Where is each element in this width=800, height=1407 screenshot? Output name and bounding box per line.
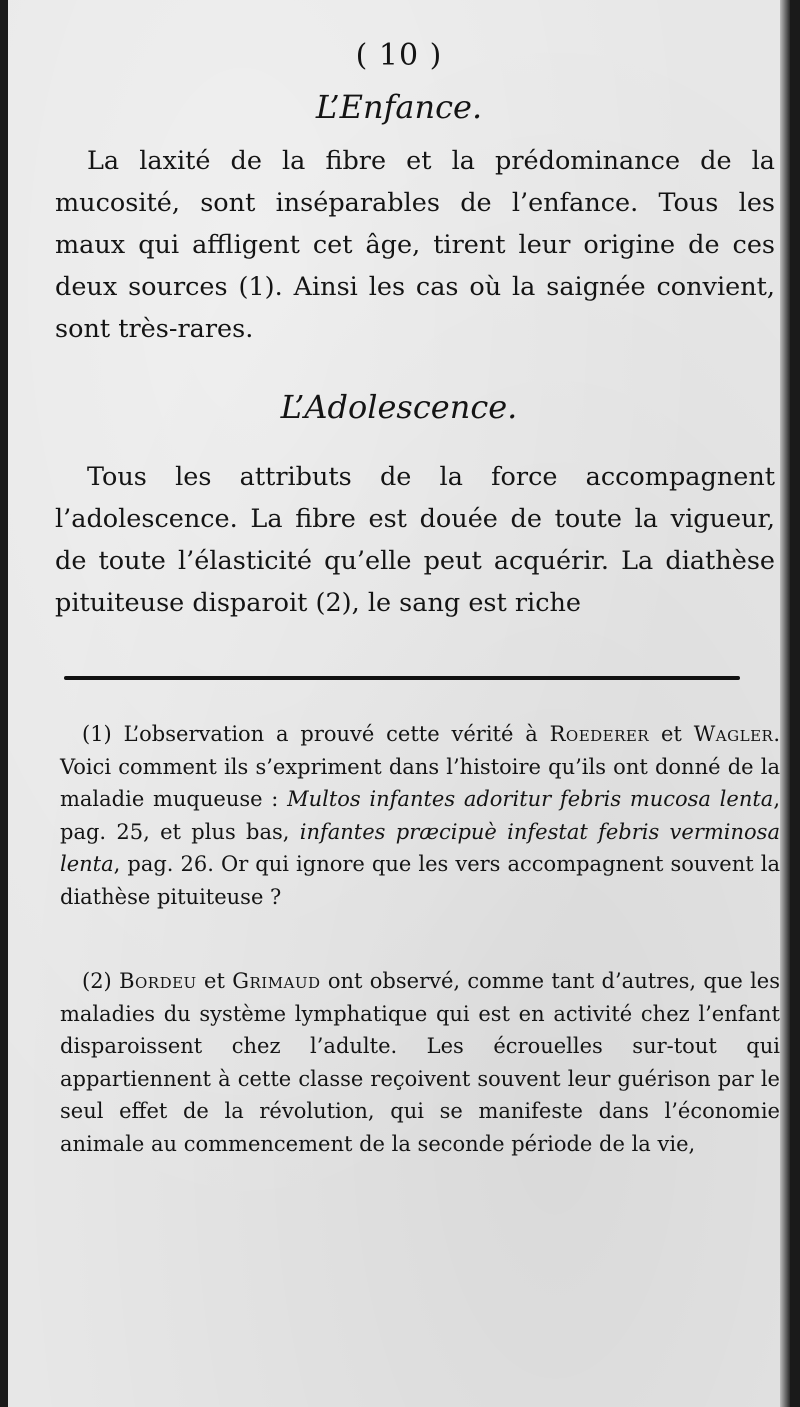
section-heading-adolescence: L’Adolescence. <box>280 388 518 426</box>
footnote-1-text: , pag. 26. Or qui ignore que les vers accompagnent souvent la diathèse pituiteuse ? <box>60 852 780 909</box>
footnote-1-author-roederer: Roederer <box>549 722 650 746</box>
footnote-2-author-grimaud: Grimaud <box>232 969 321 993</box>
footnote-2-marker: (2) <box>82 969 112 993</box>
footnote-2 <box>60 965 780 1160</box>
paragraph-enfance: La laxité de la fibre et la prédominance de la mucosité, sont inséparables de l’enfance. Tous les maux qui affligent cet âge, tirent leur origine de ces deux sources (1). Ainsi les cas où la saignée convient, sont très-rares. <box>55 146 775 344</box>
page-number: ( 10 ) <box>355 38 443 73</box>
footnote-1-author-wagler: Wagler <box>693 722 774 746</box>
footnote-1-latin-quote: infantes præcipuè infestat febris verminosa lenta <box>60 819 780 876</box>
page-binding-edge <box>780 0 790 1407</box>
footnote-1 <box>60 718 780 913</box>
footnote-2-author-bordeu: Bordeu <box>119 969 197 993</box>
footnote-2-text: et <box>196 969 233 993</box>
footnote-1-text: et <box>649 722 694 746</box>
paragraph-adolescence: Tous les attributs de la force accompagnent l’adolescence. La fibre est douée de toute la vigueur, de toute l’élasticité qu’elle peut acquérir. La diathèse pituiteuse disparoit (2), le sang est riche <box>55 462 775 618</box>
footnote-1-text: . Voici comment ils s’expriment dans l’histoire qu’ils ont donné de la maladie muqueuse : <box>60 722 780 811</box>
footnote-separator-rule <box>64 676 740 680</box>
footnote-1-text: , pag. 25, et plus bas, <box>60 787 780 844</box>
footnote-1-text: L’observation a prouvé cette vérité à <box>111 722 550 746</box>
footnote-2-text: ont observé, comme tant d’autres, que les maladies du système lymphatique qui est en activité chez l’enfant disparoissent chez l’adulte. Les écrouelles sur-tout qui appartiennent à cette classe reçoivent souvent leur guérison par le seul effet de la révolution, qui se manifeste dans l’économie animale au commencement de la seconde période de la vie, <box>60 969 780 1156</box>
section-heading-enfance: L’Enfance. <box>315 88 483 126</box>
book-page <box>8 0 790 1407</box>
footnote-1-latin-quote: Multos infantes adoritur febris mucosa lenta <box>287 787 774 811</box>
footnote-1-marker: (1) <box>82 722 112 746</box>
